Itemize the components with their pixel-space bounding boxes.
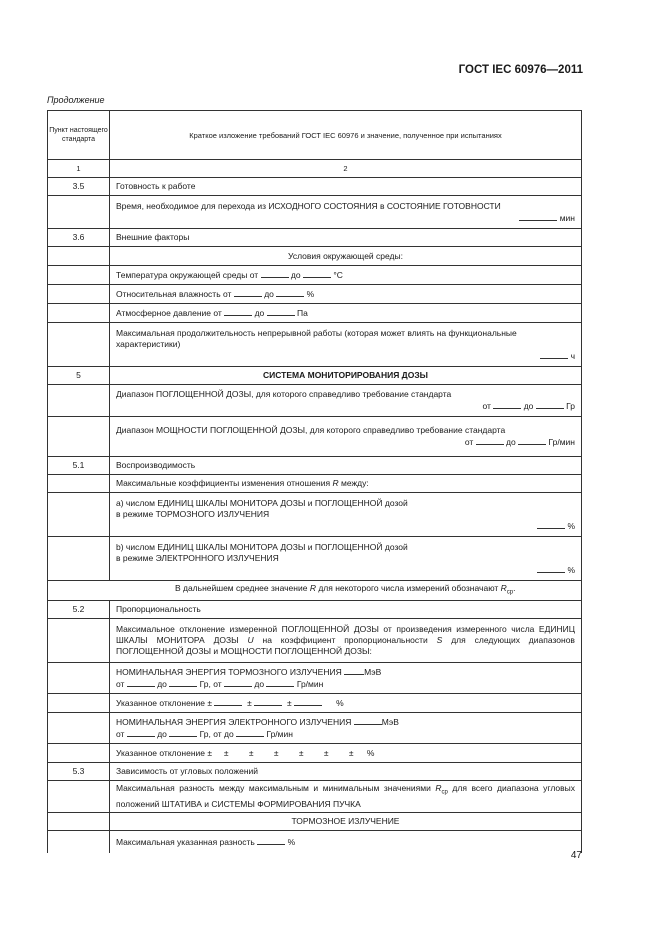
coefficients-cell: Максимальные коэффициенты изменения отношения R между: (110, 475, 582, 493)
unit-label: мин (559, 212, 575, 223)
requirements-table (47, 110, 582, 853)
clause-number: 5.1 (48, 457, 110, 475)
table-row (48, 304, 582, 323)
table-row (48, 663, 582, 694)
brems-energy-cell: НОМИНАЛЬНАЯ ЭНЕРГИЯ ТОРМОЗНОГО ИЗЛУЧЕНИЯ МэВ от до Гр, от до Гр/мин (110, 663, 582, 694)
absorbed-dose-range-cell: Диапазон ПОГЛОЩЕННОЙ ДОЗЫ, для которого справедливо требование стандарта от до Гр (110, 385, 582, 417)
env-conditions-title: Условия окружающей среды: (110, 247, 582, 266)
page-number: 47 (570, 850, 582, 861)
max-diff-cell: Максимальная указанная разность % (110, 831, 582, 853)
readiness-time-text: Время, необходимое для перехода из ИСХОДНОГО СОСТОЯНИЯ в СОСТОЯНИЕ ГОТОВНОСТИ (116, 200, 501, 211)
clause-title: Внешние факторы (110, 229, 582, 247)
table-row (48, 475, 582, 493)
clause-number: 3.6 (48, 229, 110, 247)
table-row (48, 196, 582, 229)
deviation-1-cell: Указанное отклонение ± ± ± % (110, 694, 582, 713)
table-header-row (48, 111, 582, 160)
table-row (48, 323, 582, 367)
clause-number: 5.3 (48, 763, 110, 781)
table-row (48, 266, 582, 285)
table-row (48, 385, 582, 417)
clause-number: 3.5 (48, 178, 110, 196)
value-blank (519, 212, 557, 221)
deviation-2-cell: Указанное отклонение ± ± ± ± ± ± ± % (110, 744, 582, 763)
table-row (48, 247, 582, 266)
max-duration-cell: Максимальная продолжительность непрерывной работы (которая может влиять на функциональные характеристики) ч (110, 323, 582, 367)
angular-diff-cell: Максимальная разность между максимальным и минимальным значениями $R_{ср}$ для всего диапазона угловых положений ШТАТИВА и СИСТЕМЫ ФОРМИРОВАНИЯ ПУЧКА (110, 781, 582, 813)
mean-value-note: В дальнейшем среднее значение R для некоторого числа измерений обозначают $R_{ср}$. (110, 581, 582, 601)
table-row (48, 744, 582, 763)
table-row (48, 581, 582, 601)
clause-title: Готовность к работе (110, 178, 582, 196)
column-number-row (48, 160, 582, 178)
pressure-cell: Атмосферное давление от до Па (110, 304, 582, 323)
table-row (48, 763, 582, 781)
col1-number: 1 (48, 160, 110, 178)
table-row (48, 601, 582, 619)
table-row (48, 694, 582, 713)
table-row (48, 178, 582, 196)
table-row (48, 285, 582, 304)
table-row (48, 417, 582, 457)
continuation-label: Продолжение (47, 95, 105, 105)
clause-number: 5 (48, 367, 110, 385)
table-row (48, 493, 582, 537)
clause-number: 5.2 (48, 601, 110, 619)
table-row (48, 537, 582, 581)
readiness-time-cell (110, 196, 582, 229)
ratio-a-cell: а) числом ЕДИНИЦ ШКАЛЫ МОНИТОРА ДОЗЫ и ПОГЛОЩЕННОЙ дозой в режиме ТОРМОЗНОГО ИЗЛУЧЕНИЯ % (110, 493, 582, 537)
dose-rate-range-cell: Диапазон МОЩНОСТИ ПОГЛОЩЕННОЙ ДОЗЫ, для которого справедливо требование стандарта от до Гр/мин (110, 417, 582, 457)
table-row (48, 781, 582, 813)
table-row (48, 457, 582, 475)
proportionality-text-cell: Максимальное отклонение измеренной ПОГЛОЩЕННОЙ ДОЗЫ от произведения измеренного числа ЕДИНИЦ ШКАЛЫ МОНИТОРА ДОЗЫ U на коэффициент пропорциональности S для следующих диапазонов ПОГЛОЩЕННОЙ ДОЗЫ и МОЩНОСТИ ПОГЛОЩЕННОЙ ДОЗЫ: (110, 619, 582, 663)
table-row (48, 713, 582, 744)
table-row (48, 229, 582, 247)
humidity-cell: Относительная влажность от до % (110, 285, 582, 304)
standard-header: ГОСТ IEC 60976—2011 (458, 64, 583, 76)
temperature-cell: Температура окружающей среды от до °C (110, 266, 582, 285)
table-row (48, 367, 582, 385)
brems-heading: ТОРМОЗНОЕ ИЗЛУЧЕНИЕ (110, 813, 582, 831)
ratio-b-cell: b) числом ЕДИНИЦ ШКАЛЫ МОНИТОРА ДОЗЫ и ПОГЛОЩЕННОЙ дозой в режиме ЭЛЕКТРОННОГО ИЗЛУЧЕНИЯ % (110, 537, 582, 581)
col1-header: Пункт настоящего стандарта (48, 111, 110, 160)
elec-energy-cell: НОМИНАЛЬНАЯ ЭНЕРГИЯ ЭЛЕКТРОННОГО ИЗЛУЧЕНИЯ МэВ от до Гр, от до Гр/мин (110, 713, 582, 744)
col2-number: 2 (110, 160, 582, 178)
clause-title: Воспроизводимость (110, 457, 582, 475)
col2-header: Краткое изложение требований ГОСТ IEC 60976 и значение, полученное при испытаниях (110, 111, 582, 160)
section-title: СИСТЕМА МОНИТОРИРОВАНИЯ ДОЗЫ (110, 367, 582, 385)
table-row (48, 619, 582, 663)
clause-title: Зависимость от угловых положений (110, 763, 582, 781)
clause-title: Пропорциональность (110, 601, 582, 619)
table-row (48, 831, 582, 853)
table-row (48, 813, 582, 831)
